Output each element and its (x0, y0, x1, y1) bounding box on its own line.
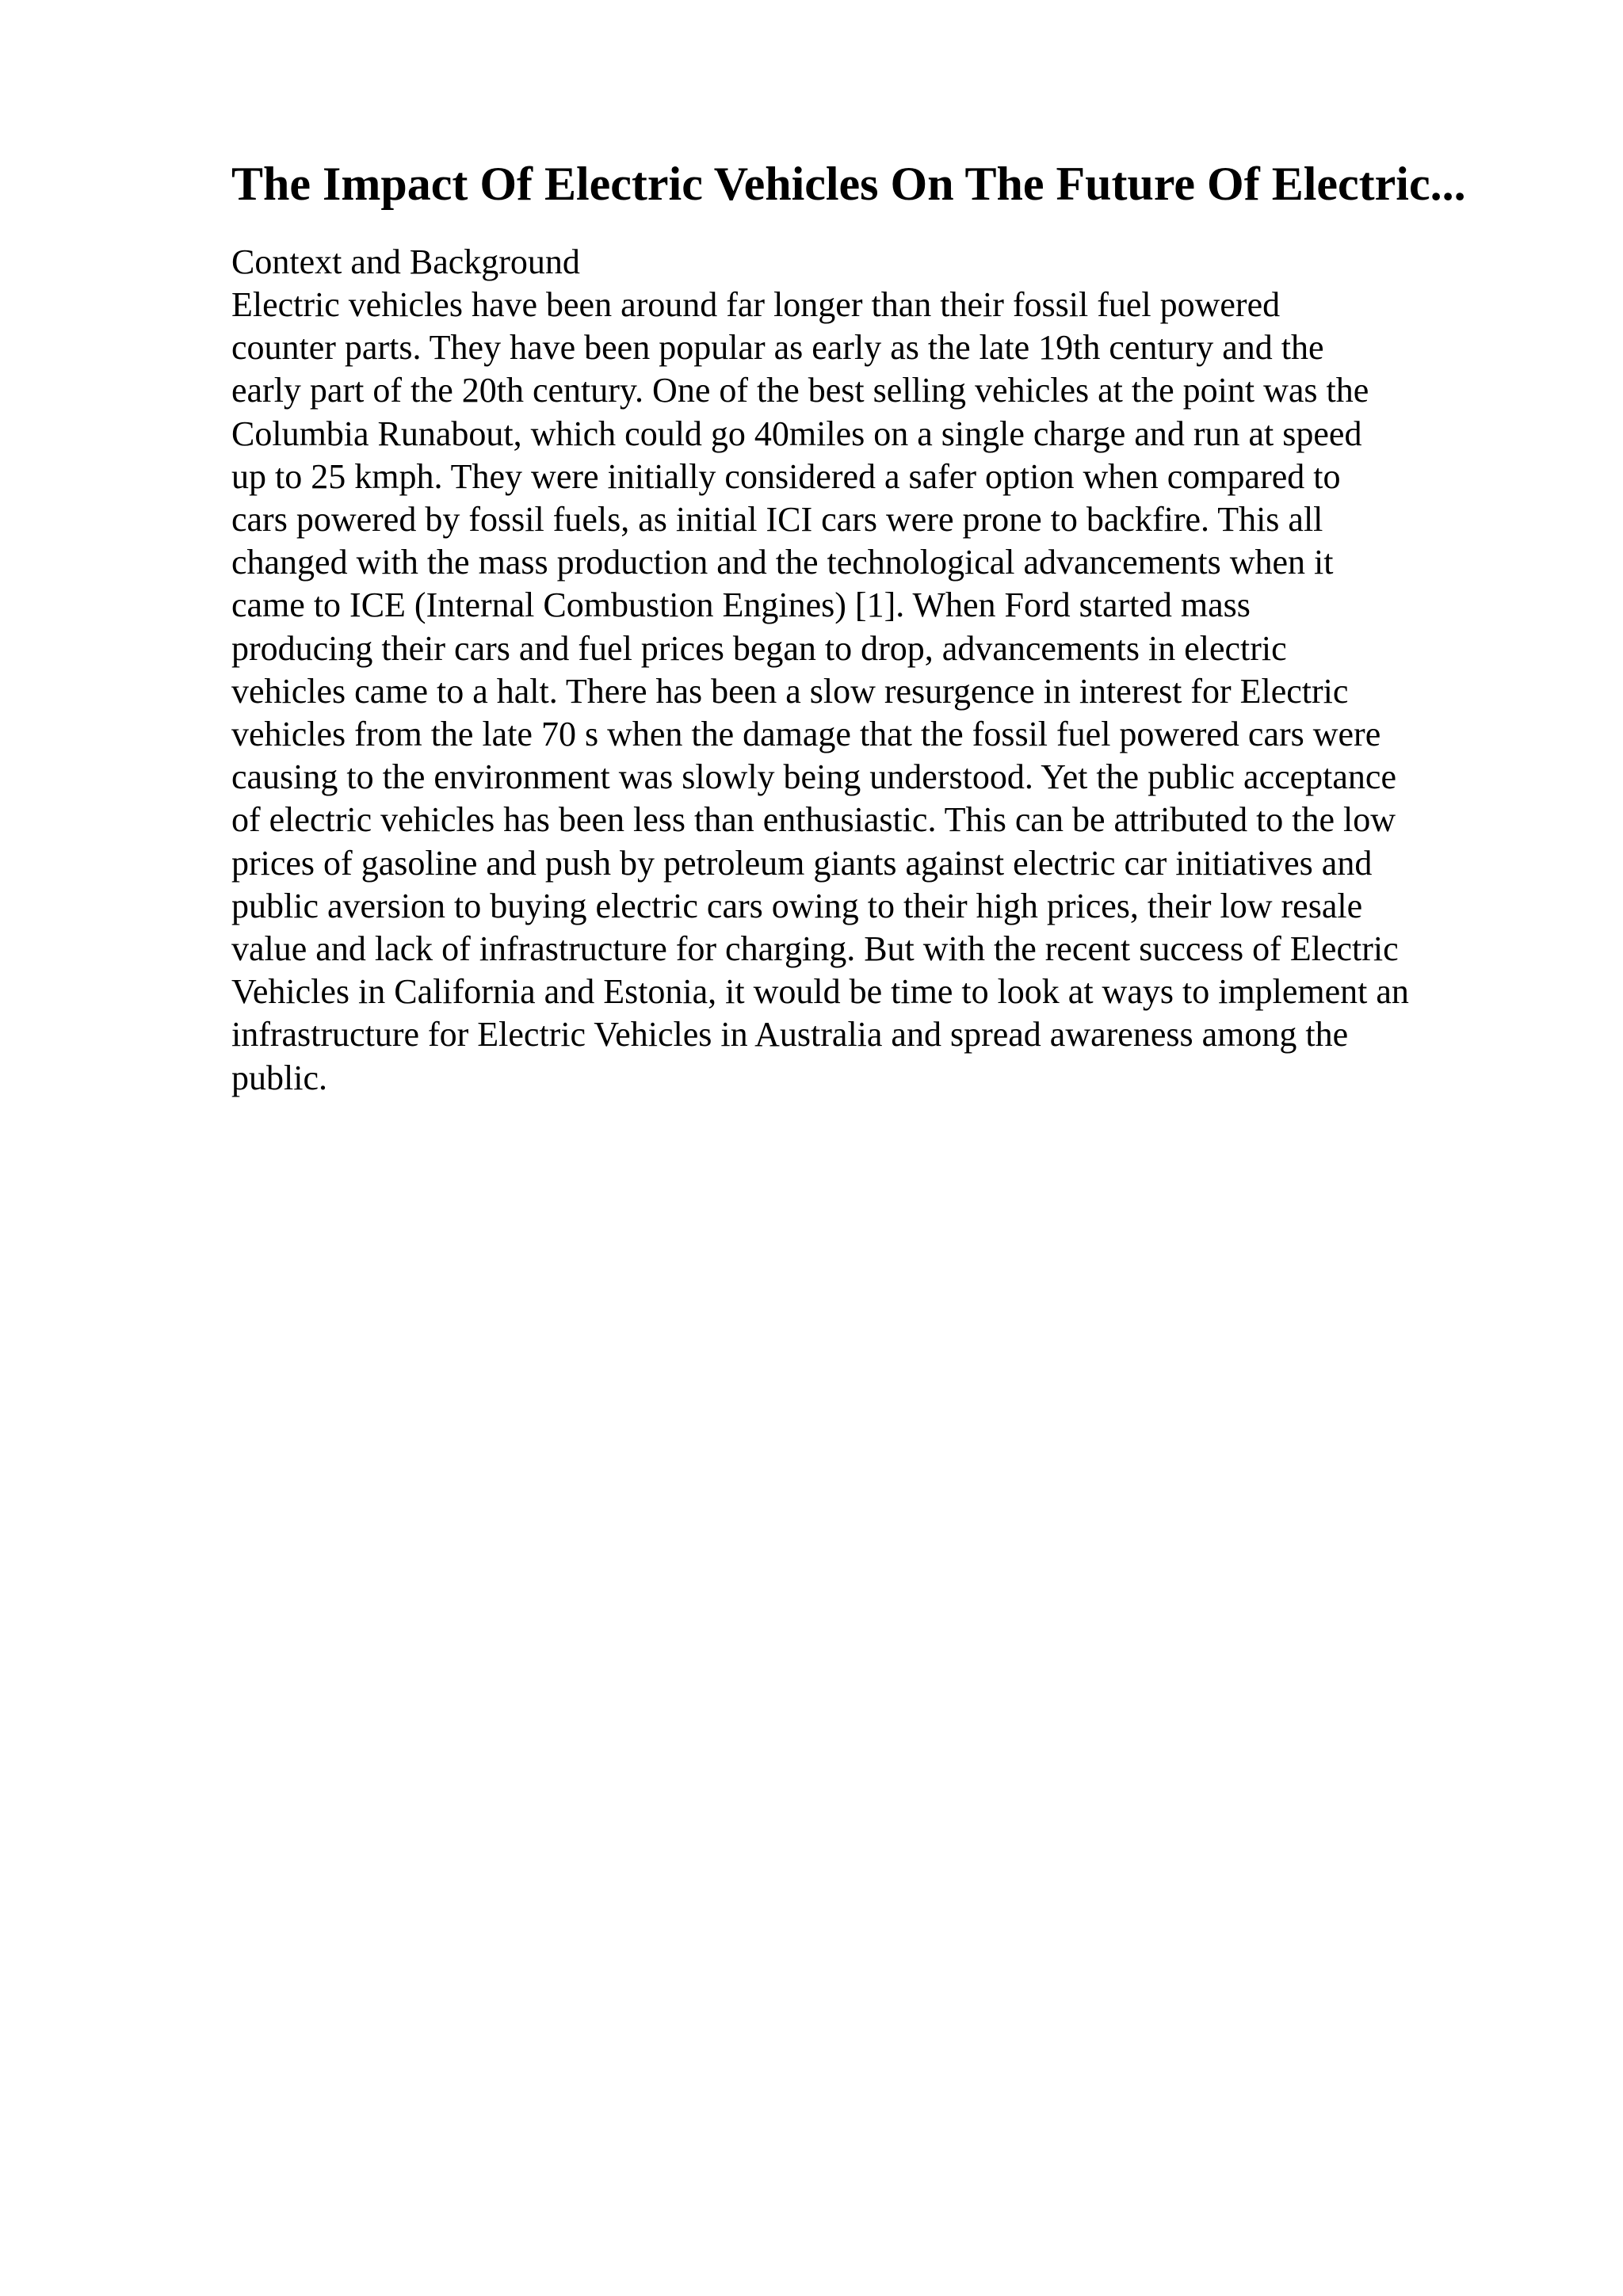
paragraph-line: vehicles came to a halt. There has been a slow resurgence in interest for Electric (231, 671, 1349, 711)
paragraph-line: early part of the 20th century. One of the best selling vehicles at the point was the (231, 371, 1369, 410)
paragraph-line: value and lack of infrastructure for charging. But with the recent success of Electric (231, 929, 1399, 969)
paragraph-line: cars powered by fossil fuels, as initial ICI cars were prone to backfire. This all (231, 500, 1323, 540)
paragraph-line: Columbia Runabout, which could go 40miles on a single charge and run at speed (231, 414, 1362, 453)
paragraph-line: infrastructure for Electric Vehicles in Australia and spread awareness among the (231, 1015, 1349, 1055)
paragraph-line: public aversion to buying electric cars owing to their high prices, their low resale (231, 886, 1363, 925)
paragraph-line: vehicles from the late 70 s when the damage that the fossil fuel powered cars were (231, 715, 1381, 754)
paragraph-line: up to 25 kmph. They were initially considered a safer option when compared to (231, 456, 1341, 496)
document-title: The Impact Of Electric Vehicles On The Future Of Electric... (231, 158, 1466, 210)
paragraph-line: producing their cars and fuel prices began to drop, advancements in electric (231, 628, 1287, 668)
paragraph-line: changed with the mass production and the technological advancements when it (231, 543, 1334, 582)
paragraph-line: came to ICE (Internal Combustion Engines) [1]. When Ford started mass (231, 585, 1251, 625)
paragraph-line: prices of gasoline and push by petroleum giants against electric car initiatives and (231, 843, 1373, 883)
body-paragraph (231, 284, 1499, 1100)
paragraph-line: counter parts. They have been popular as early as the late 19th century and the (231, 328, 1324, 368)
section-heading: Context and Background (231, 242, 580, 281)
document-content (231, 151, 1499, 1100)
paragraph-line: of electric vehicles has been less than enthusiastic. This can be attributed to the low (231, 800, 1396, 840)
paragraph-line: public. (231, 1058, 327, 1097)
paragraph-line: Electric vehicles have been around far longer than their fossil fuel powered (231, 285, 1281, 324)
paragraph-line: causing to the environment was slowly being understood. Yet the public acceptance (231, 757, 1396, 797)
paragraph-line: Vehicles in California and Estonia, it would be time to look at ways to implement an (231, 972, 1409, 1012)
